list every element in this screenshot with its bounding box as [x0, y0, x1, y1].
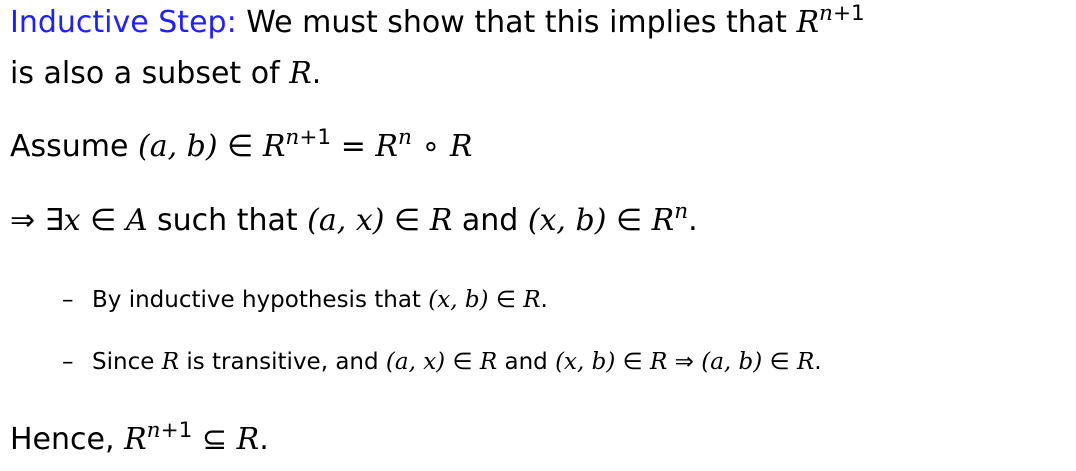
math-R: R — [449, 129, 473, 164]
such-that-text: such that — [147, 203, 308, 238]
math-R: R — [479, 349, 498, 375]
math-R: R — [124, 422, 147, 457]
math-R: R — [796, 5, 820, 40]
pair-xb: (x, b) — [555, 349, 616, 375]
assume-label: Assume — [10, 129, 139, 164]
exponent: n — [398, 125, 412, 151]
and-text: and — [497, 349, 556, 375]
bullet1-text: By inductive hypothesis that — [92, 287, 429, 313]
equals-symbol: = — [340, 129, 366, 164]
exists-line: ⇒ ∃x ∈ A such that (a, x) ∈ R and (x, b) ∈ $R^n$. — [10, 199, 698, 238]
pair-ax: (a, x) — [307, 203, 385, 238]
pair-xb: (x, b) — [428, 287, 489, 313]
inductive-step-heading: Inductive Step: — [10, 5, 237, 40]
math-A: A — [125, 203, 148, 238]
math-R: R — [796, 349, 815, 375]
bullet-dash: – — [62, 287, 74, 313]
exponent: n+1 — [146, 418, 193, 444]
math-R: R — [236, 422, 260, 457]
math-R: R — [523, 287, 541, 313]
element-of-symbol: ∈ — [769, 349, 790, 375]
and-text: and — [452, 203, 528, 238]
assume-line — [10, 125, 473, 164]
implies-symbol: ⇒ — [10, 203, 36, 238]
math-R: R — [650, 349, 668, 375]
element-of-symbol: ∈ — [622, 349, 643, 375]
element-of-symbol: ∈ — [452, 349, 473, 375]
bullet-dash: – — [62, 349, 74, 375]
pair-ab: (a, b) — [701, 349, 763, 375]
exponent: n+1 — [285, 125, 332, 151]
math-R: R — [651, 203, 675, 238]
math-R: R — [262, 129, 286, 164]
bullet-hypothesis: – By inductive hypothesis that (x, b) ∈ R. — [62, 287, 548, 313]
compose-symbol: ∘ — [421, 129, 441, 164]
exponent: n — [674, 199, 689, 225]
subset-line: is also a subset of R. — [10, 56, 322, 91]
subseteq-symbol: ⊆ — [201, 422, 228, 457]
element-of-symbol: ∈ — [615, 203, 643, 238]
transitive-text: is transitive, and — [179, 349, 386, 375]
math-R: R — [289, 56, 312, 91]
bullet-transitive: – Since R is transitive, and (a, x) ∈ R and (x, b) ∈ R ⇒ (a, b) ∈ R. — [62, 349, 822, 375]
pair-ax: (a, x) — [385, 349, 446, 375]
element-of-symbol: ∈ — [394, 203, 421, 238]
line1-text: We must show that this implies that — [236, 5, 797, 40]
pair-xb: (x, b) — [527, 203, 607, 238]
math-R: R — [161, 349, 180, 375]
math-x: x — [63, 203, 81, 238]
hence-label: Hence, — [10, 422, 125, 457]
since-text: Since — [92, 349, 162, 375]
element-of-symbol: ∈ — [495, 287, 516, 313]
element-of-symbol: ∈ — [227, 129, 254, 164]
pair-ab: (a, b) — [138, 129, 218, 164]
line2-text: is also a subset of — [10, 56, 290, 91]
exists-symbol: ∃ — [44, 203, 64, 238]
math-R: R — [429, 203, 453, 238]
element-of-symbol: ∈ — [90, 203, 117, 238]
exponent: n+1 — [819, 1, 865, 27]
inductive-step-line — [10, 1, 865, 40]
math-R: R — [375, 129, 399, 164]
implies-symbol: ⇒ — [674, 349, 694, 375]
hence-line: Hence, $R^{n+1}$ ⊆ R. — [10, 418, 269, 457]
